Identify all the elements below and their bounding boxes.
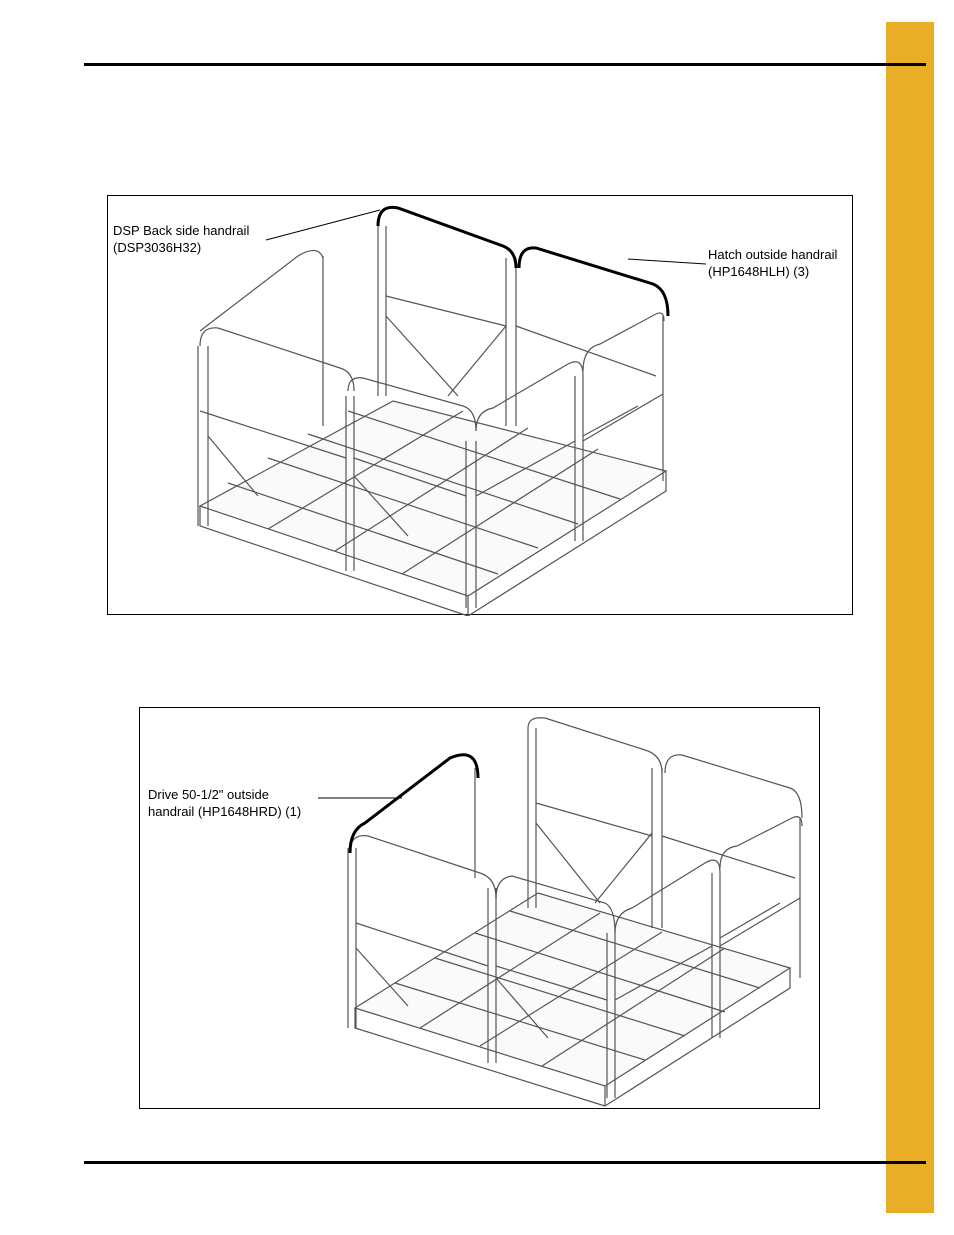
callout-hatch-outside-handrail-line2: (HP1648HLH) (3) (708, 264, 810, 279)
callout-dsp-back-handrail-line2: (DSP3036H32) (113, 240, 202, 255)
callout-drive-outside-handrail-line1: Drive 50-1/2" outside (148, 787, 269, 802)
figure-handrail-placement-1 (107, 195, 853, 615)
callout-drive-outside-handrail (148, 786, 301, 820)
footer-rule (84, 1161, 926, 1164)
callout-dsp-back-handrail (113, 222, 249, 256)
platform-drawing-2 (140, 708, 821, 1110)
section-color-tab (886, 22, 934, 1213)
callout-hatch-outside-handrail-line1: Hatch outside handrail (708, 247, 838, 262)
callout-dsp-back-handrail-line1: DSP Back side handrail (113, 223, 250, 238)
callout-hatch-outside-handrail (708, 246, 837, 280)
header-rule (84, 63, 926, 66)
callout-drive-outside-handrail-line2: handrail (HP1648HRD) (1) (148, 804, 302, 819)
figure-handrail-placement-2 (139, 707, 820, 1109)
